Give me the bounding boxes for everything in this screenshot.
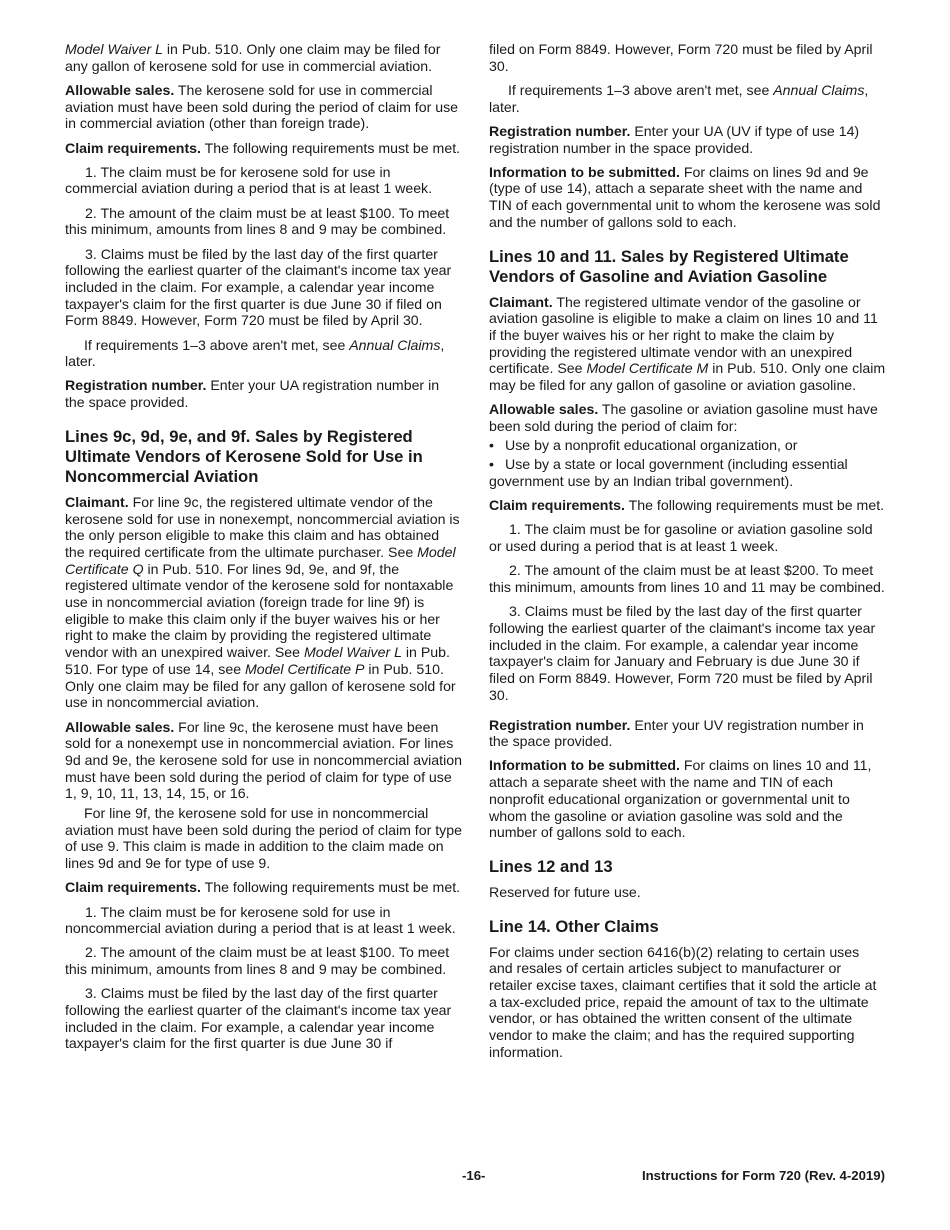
requirement-1: 1. The claim must be for kerosene sold for use in noncommercial aviation during a period that is at least 1 week. [65, 903, 456, 937]
section-heading-lines-12-13: Lines 12 and 13 [489, 856, 613, 876]
run-in-heading: Allowable sales. [65, 718, 175, 735]
run-in-heading: Claim requirements. [65, 879, 201, 896]
page-footer [65, 1168, 885, 1186]
paragraph-allowable-sales-2: Allowable sales. For line 9c, the kerosene must have been sold for a nonexempt use in noncommercial aviation. For lines 9d and 9e, the kerosene sold for use in noncommercial aviation must have been sold during the period of claim for type of use 1, 9, 10, 11, 13, 14, 15, or 16. [65, 718, 462, 802]
run-in-heading: Allowable sales. [489, 401, 599, 418]
requirement-3: 3. Claims must be filed by the last day of the first quarter following the earliest quarter of the claimant's income tax year included in the claim. For example, a calendar year income taxpayer's claim for the first quarter is due June 30 if [65, 985, 452, 1052]
run-in-heading: Registration number. [489, 716, 631, 733]
paragraph-model-waiver: Model Waiver L in Pub. 510. Only one claim may be filed for any gallon of kerosene sold for use in commercial aviation. [65, 41, 441, 74]
section-heading-lines-10-11: Lines 10 and 11. Sales by Registered Ultimate Vendors of Gasoline and Aviation Gasoline [489, 246, 849, 286]
paragraph-reserved: Reserved for future use. [489, 883, 641, 900]
paragraph-claim-requirements-2: Claim requirements. The following requirements must be met. [65, 879, 461, 896]
paragraph-annual-claims: If requirements 1–3 above aren't met, see Annual Claims, later. [489, 81, 869, 115]
paragraph-registration-number: Registration number. Enter your UA (UV if type of use 14) registration number in the space provided. [489, 122, 860, 156]
paragraph-continued: filed on Form 8849. However, Form 720 must be filed by April 30. [489, 41, 873, 74]
requirement-2: 2. The amount of the claim must be at least $100. To meet this minimum, amounts from lines 8 and 9 may be combined. [65, 944, 450, 978]
document-title: Instructions for Form 720 (Rev. 4-2019) [641, 1168, 885, 1183]
run-in-heading: Claimant. [65, 493, 129, 510]
requirement-2: 2. The amount of the claim must be at least $200. To meet this minimum, amounts from lines 10 and 11 may be combined. [489, 562, 885, 596]
paragraph-line-9f: For line 9f, the kerosene sold for use in noncommercial aviation must have been sold during the period of claim for type of use 9. This claim is made in addition to the claim made on lines 9d and 9e for type of use 9. [65, 805, 462, 872]
paragraph-other-claims: For claims under section 6416(b)(2) relating to certain uses and resales of certain articles subject to manufacturer or retailer excise taxes, claimant certifies that it sold the article at a tax-excluded price, repaid the amount of tax to the ultimate vendor, or has obtained the written consent of the ultimate vendor to make the claim; and has the required supporting information. [489, 943, 877, 1060]
run-in-heading: Claim requirements. [489, 497, 625, 514]
paragraph-information-submitted: Information to be submitted. For claims on lines 9d and 9e (type of use 14), attach a separate sheet with the name and TIN of each governmental unit to whom the kerosene was sold and the number of gallons sold to each. [489, 163, 881, 230]
paragraph-annual-claims: If requirements 1–3 above aren't met, see Annual Claims, later. [65, 336, 445, 370]
run-in-heading: Claim requirements. [65, 139, 201, 156]
paragraph-registration-number-2: Registration number. Enter your UV registration number in the space provided. [489, 716, 864, 750]
page-number: -16- [462, 1168, 486, 1183]
run-in-heading: Claimant. [489, 293, 553, 310]
requirement-1: 1. The claim must be for kerosene sold for use in commercial aviation during a period that is at least 1 week. [65, 163, 433, 197]
paragraph-information-submitted-2: Information to be submitted. For claims on lines 10 and 11, attach a separate sheet with the name and TIN of each nonprofit educational organization or governmental unit to whom the gasoline or aviation gasoline was sold and the number of gallons sold to each. [489, 757, 872, 841]
paragraph-claim-requirements: Claim requirements. The following requirements must be met. [65, 139, 461, 156]
requirement-1: 1. The claim must be for gasoline or aviation gasoline sold or used during a period that is at least 1 week. [489, 521, 873, 555]
requirement-3: 3. Claims must be filed by the last day of the first quarter following the earliest quarter of the claimant's income tax year included in the claim. For example, a calendar year income taxpayer's claim for January and February is due June 30 if filed on Form 8849. However, Form 720 must be filed by April 30. [489, 603, 876, 703]
run-in-heading: Allowable sales. [65, 81, 175, 98]
bullet-item: • Use by a nonprofit educational organization, or [489, 436, 798, 453]
paragraph-claim-requirements: Claim requirements. The following requirements must be met. [489, 497, 885, 514]
run-in-heading: Information to be submitted. [489, 163, 680, 180]
section-heading-line-14: Line 14. Other Claims [489, 916, 659, 936]
run-in-heading: Information to be submitted. [489, 757, 680, 774]
bullet-icon: • [489, 456, 494, 473]
paragraph-registration-number: Registration number. Enter your UA registration number in the space provided. [65, 377, 440, 411]
bullet-icon: • [489, 436, 494, 453]
paragraph-claimant: Claimant. The registered ultimate vendor of the gasoline or aviation gasoline is eligible to make a claim on lines 10 and 11 if the buyer waives his or her right to make the claim by providing the registered ultimate vendor with an unexpired certificate. See Model Certificate M in Pub. 510. Only one claim may be filed for any gallon of gasoline or aviation gasoline. [489, 293, 886, 394]
run-in-heading: Registration number. [65, 377, 207, 394]
right-column [489, 41, 886, 1068]
paragraph-claimant: Claimant. For line 9c, the registered ultimate vendor of the kerosene sold for use in nonexempt, noncommercial aviation is the only person eligible to make this claim and has obtained the required certificate from the ultimate purchaser. See Model Certificate Q in Pub. 510. For lines 9d, 9e, and 9f, the registered ultimate vendor of the kerosene sold for nontaxable use in noncommercial aviation (foreign trade for line 9f) is eligible to make this claim only if the buyer waives his or her right to make the claim by providing the registered ultimate vendor with an unexpired waiver. See Model Waiver L in Pub. 510. For type of use 14, see Model Certificate P in Pub. 510. Only one claim may be filed for any gallon of kerosene sold for use in noncommercial aviation. [65, 493, 460, 711]
requirement-2: 2. The amount of the claim must be at least $100. To meet this minimum, amounts from lines 8 and 9 may be combined. [65, 204, 450, 238]
paragraph-allowable-sales: Allowable sales. The kerosene sold for use in commercial aviation must have been sold during the period of claim for use in commercial aviation (other than foreign trade). [65, 81, 459, 132]
paragraph-allowable-sales: Allowable sales. The gasoline or aviation gasoline must have been sold during the period of claim for: [489, 401, 878, 434]
run-in-heading: Registration number. [489, 122, 631, 139]
left-column [65, 41, 462, 1060]
requirement-3: 3. Claims must be filed by the last day of the first quarter following the earliest quarter of the claimant's income tax year included in the claim. For example, a calendar year income taxpayer's claim for the first quarter is due June 30 if filed on Form 8849. However, Form 720 must be filed by April 30. [65, 245, 452, 329]
section-heading-lines-9c-9f: Lines 9c, 9d, 9e, and 9f. Sales by Registered Ultimate Vendors of Kerosene Sold for Use in Noncommercial Aviation [65, 426, 423, 486]
bullet-item: • Use by a state or local government (including essential government use by an Indian tribal government). [489, 456, 848, 490]
